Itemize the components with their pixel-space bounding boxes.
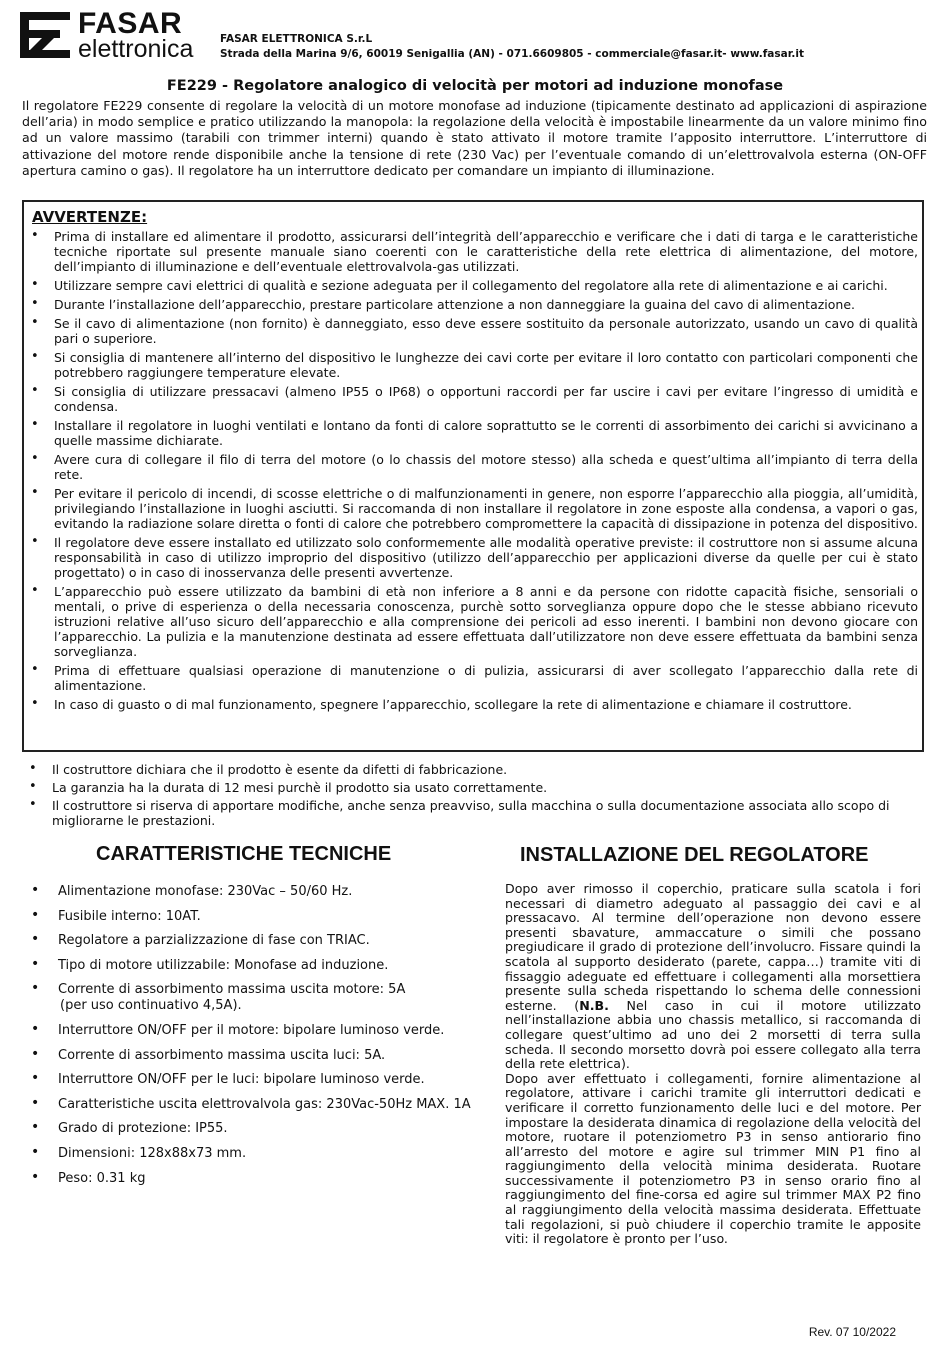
spec-item <box>30 1143 490 1162</box>
warning-text: Utilizzare sempre cavi elettrici di qualità e sezione adeguata per il collegamento del regolatore alla rete di alimentazione e ai carichi. <box>54 278 888 293</box>
note-item <box>28 798 924 828</box>
install-paragraph <box>505 882 921 1072</box>
spec-item <box>30 955 490 974</box>
spec-text-continuation: (per uso continuativo 4,5A). <box>60 998 242 1014</box>
revision-label: Rev. 07 10/2022 <box>808 1325 896 1339</box>
warning-text: Per evitare il pericolo di incendi, di scosse elettriche o di malfunzionamenti in genere, non esporre l’apparecchio alla pioggia, all’umidità, privilegiando l’installazione in luoghi asciutti. Si raccomanda di non installare il regolatore in zone esposte alla condensa, a vapori o gas, evitando la radiazione solare diretta o fonti di calore che potrebbero compromettere la capacità di dissipazione in potenza del dispositivo. <box>54 486 918 531</box>
bullet-icon: • <box>31 315 39 330</box>
spec-text: Interruttore ON/OFF per il motore: bipolare luminoso verde. <box>58 1022 445 1038</box>
warning-item <box>30 316 918 346</box>
bullet-icon: • <box>31 696 39 711</box>
warning-item <box>30 663 918 693</box>
intro-paragraph: Il regolatore FE229 consente di regolare la velocità di un motore monofase ad induzione (tipicamente destinato ad applicazioni di aspirazione dell’aria) in modo semplice e pratico utilizzando la manopola: la regolazione della velocità è impostabile linearmente da un valore minimo fino ad un valore massimo (tarabili con trimmer interni) quando è stato attivato il motore tramite l’apposito interruttore. L’interruttore di attivazione del motore rende disponibile anche la tensione di rete (230 Vac) per l’eventuale comando di un’elettrovalvola esterna (ON-OFF apertura camino o gas). Il regolatore ha un interruttore dedicato per comandare un impianto di illuminazione. <box>22 98 927 178</box>
warning-text: Prima di effettuare qualsiasi operazione di manutenzione o di pulizia, assicurarsi di aver scollegato l’apparecchio dalla rete di alimentazione. <box>54 663 918 693</box>
bullet-icon: • <box>29 761 37 776</box>
bullet-icon: • <box>31 583 39 598</box>
spec-text: Tipo di motore utilizzabile: Monofase ad induzione. <box>58 957 389 973</box>
bullet-icon: • <box>31 1045 40 1062</box>
note-text: La garanzia ha la durata di 12 mesi purchè il prodotto sia usato correttamente. <box>52 780 548 795</box>
warning-text: L’apparecchio può essere utilizzato da bambini di età non inferiore a 8 anni e da persone con ridotte capacità fisiche, sensoriali o mentali, o prive di esperienza o della necessaria conoscenza, purchè sotto sorveglianza oppure dopo che le stesse abbiano ricevuto istruzioni relative all’uso sicuro dell’apparecchio e alla comprensione dei pericoli ad esso inerenti. I bambini non devono giocare con l’apparecchio. La pulizia e la manutenzione destinata ad essere effettuata dall’utilizzatore non deve essere effettuata da bambini senza sorveglianza. <box>54 584 918 659</box>
bullet-icon: • <box>31 662 39 677</box>
spec-text: Dimensioni: 128x88x73 mm. <box>58 1145 247 1161</box>
bullet-icon: • <box>31 882 40 898</box>
spec-text: Corrente di assorbimento massima uscita luci: 5A. <box>58 1047 386 1063</box>
specs-list <box>30 884 490 1195</box>
bullet-icon: • <box>29 779 37 794</box>
warning-text: Installare il regolatore in luoghi ventilati e lontano da fonti di calore soprattutto se le correnti di assorbimento dei carichi si avvicinano a quelle massime dichiarate. <box>54 418 918 448</box>
spec-item <box>30 1020 490 1039</box>
warning-text: Se il cavo di alimentazione (non fornito) è danneggiato, esso deve essere sostituito da personale autorizzato, usando un cavo di qualità pari o superiore. <box>54 316 918 346</box>
bullet-icon: • <box>31 1119 40 1136</box>
spec-item <box>30 906 490 925</box>
warning-item <box>30 350 918 380</box>
bullet-icon: • <box>29 797 37 812</box>
warning-text: Il regolatore deve essere installato ed utilizzato solo conformemente alle modalità operative previste: il costruttore non si assume alcuna responsabilità in caso di utilizzo improprio del dispositivo (utilizzo dell’apparecchio per applicazioni diverse da quelle per cui è stato progettato) o in caso di inosservanza delle presenti avvertenze. <box>54 535 918 580</box>
spec-text: Fusibile interno: 10AT. <box>58 908 201 924</box>
note-text: Il costruttore dichiara che il prodotto è esente da difetti di fabbricazione. <box>52 762 508 777</box>
specs-heading: CARATTERISTICHE TECNICHE <box>96 843 392 865</box>
note-item <box>28 780 924 795</box>
install-text <box>505 882 921 1247</box>
bullet-icon: • <box>31 417 39 432</box>
note-text: Il costruttore si riserva di apportare modifiche, anche senza preavviso, sulla macchina o sulla documentazione associata allo scopo di migliorarne le prestazioni. <box>52 798 890 828</box>
bullet-icon: • <box>31 485 39 500</box>
spec-text: Alimentazione monofase: 230Vac – 50/60 Hz. <box>58 884 353 899</box>
logo-wordmark: FASAR <box>78 7 183 40</box>
spec-item <box>30 884 490 900</box>
spec-item <box>30 1121 490 1137</box>
spec-text: Interruttore ON/OFF per le luci: bipolare luminoso verde. <box>58 1072 425 1088</box>
bullet-icon: • <box>31 1168 40 1185</box>
bullet-icon: • <box>31 296 39 311</box>
bullet-icon: • <box>31 451 39 466</box>
logo-subtitle: elettronica <box>78 35 194 63</box>
company-address: Strada della Marina 9/6, 60019 Senigallia (AN) - 071.6609805 - commerciale@fasar.it- www.fasar.it <box>220 48 805 60</box>
spec-item <box>30 933 490 949</box>
warnings-box <box>22 200 924 752</box>
bullet-icon: • <box>31 1094 40 1111</box>
warning-item <box>30 229 918 274</box>
bullet-icon: • <box>31 228 39 243</box>
warning-text: Si consiglia di utilizzare pressacavi (almeno IP55 o IP68) o opportuni raccordi per far uscire i cavi per evitare l’ingresso di umidità e condensa. <box>54 384 918 414</box>
notes-list <box>28 762 924 831</box>
spec-text: Caratteristiche uscita elettrovalvola gas: 230Vac-50Hz MAX. 1A <box>58 1096 471 1112</box>
warning-text: In caso di guasto o di mal funzionamento, spegnere l’apparecchio, scollegare la rete di alimentazione e chiamare il costruttore. <box>54 697 852 712</box>
fasar-logo-mark-icon <box>20 12 72 58</box>
nb-label: N.B. <box>579 997 609 1013</box>
spec-item <box>30 982 490 1014</box>
company-info <box>220 32 804 62</box>
spec-item <box>30 1045 490 1064</box>
warnings-list <box>30 229 918 716</box>
bullet-icon: • <box>31 1070 40 1087</box>
spec-text: Peso: 0.31 kg <box>58 1170 146 1186</box>
spec-text: Corrente di assorbimento massima uscita motore: 5A <box>58 982 406 998</box>
fasar-logo <box>20 7 210 63</box>
warnings-title: AVVERTENZE: <box>32 208 148 226</box>
spec-item <box>30 1094 490 1113</box>
warning-text: Avere cura di collegare il filo di terra del motore (o lo chassis del motore stesso) alla scheda e quest’ultima all’impianto di terra della rete. <box>54 452 918 482</box>
warning-text: Prima di installare ed alimentare il prodotto, assicurarsi dell’integrità dell’apparecchio e verificare che i dati di targa e le caratteristiche tecniche riportate sul presente manuale siano coerenti con le caratteristiche della rete elettrica di alimentazione, del motore, dell’impianto di illuminazione e dell’eventuale elettrovalvola-gas utilizzati. <box>54 229 918 274</box>
warning-item <box>30 486 918 531</box>
spec-text: Grado di protezione: IP55. <box>58 1121 228 1137</box>
bullet-icon: • <box>31 349 39 364</box>
spec-text: Regolatore a parzializzazione di fase con TRIAC. <box>58 933 370 949</box>
bullet-icon: • <box>31 383 39 398</box>
bullet-icon: • <box>31 534 39 549</box>
warning-item <box>30 297 918 312</box>
install-text-part2: Nel caso in cui il motore utilizzato nell’installazione abbia uno chassis metallico, si raccomanda di collegare quest’ultimo ad uno dei 2 morsetti di terra sulla scheda. Il secondo morsetto dovrà poi essere collegato alla terra della rete elettrica). <box>505 997 921 1072</box>
bullet-icon: • <box>31 931 40 948</box>
warning-text: Si consiglia di mantenere all’interno del dispositivo le lunghezze dei cavi corte per evitare il loro contatto con particolari componenti che potrebbero raggiungere temperature elevate. <box>54 350 918 380</box>
spec-item <box>30 1168 490 1187</box>
warning-item <box>30 384 918 414</box>
warning-item <box>30 278 918 293</box>
warning-item <box>30 535 918 580</box>
install-text-part1: Dopo aver rimosso il coperchio, praticare sulla scatola i fori necessari di diametro adeguato al passaggio dei cavi e al pressacavo. Al termine dell’operazione non devono essere presenti sbavature, ammaccature o simili che possano pregiudicare il grado di protezione dell’involucro. Fissare quindi la scatola al supporto desiderato (parete, cappa…) tramite viti di fissaggio adeguate ed effettuare i collegamenti alla morsettiera presente sulla scheda rispettando lo schema delle connessioni esterne. ( <box>505 881 921 1013</box>
install-paragraph: Dopo aver effettuato i collegamenti, fornire alimentazione al regolatore, attivare i carichi tramite gli interruttori dedicati e verificare il corretto funzionamento delle luci e del motore. Per impostare la desiderata dinamica di regolazione della velocità del motore, ruotare il potenziometro P3 in senso antiorario fino all’arresto del motore e agire sul trimmer MIN P1 fino al raggiungimento della velocità minima desiderata. Ruotare successivamente il potenziometro P3 in senso orario fino al raggiungimento del fine-corsa ed agire sul trimmer MAX P2 fino al raggiungimento della velocità massima desiderata. Effettuate tali regolazioni, si può chiudere il coperchio tramite le apposite viti: il regolatore è pronto per l’uso. <box>505 1070 921 1247</box>
bullet-icon: • <box>31 1143 40 1160</box>
warning-item <box>30 697 918 712</box>
document-title: FE229 - Regolatore analogico di velocità per motori ad induzione monofase <box>166 78 784 94</box>
company-name: FASAR ELETTRONICA S.r.L <box>220 33 373 45</box>
bullet-icon: • <box>31 277 39 292</box>
warning-item <box>30 452 918 482</box>
bullet-icon: • <box>31 1020 40 1037</box>
spec-item <box>30 1072 490 1088</box>
warning-item <box>30 418 918 448</box>
install-heading: INSTALLAZIONE DEL REGOLATORE <box>520 844 869 866</box>
bullet-icon: • <box>31 906 40 923</box>
bullet-icon: • <box>31 955 40 972</box>
note-item <box>28 762 924 777</box>
warning-item <box>30 584 918 659</box>
bullet-icon: • <box>31 980 40 997</box>
warning-text: Durante l’installazione dell’apparecchio, prestare particolare attenzione a non danneggiare la guaina del cavo di alimentazione. <box>54 297 856 312</box>
